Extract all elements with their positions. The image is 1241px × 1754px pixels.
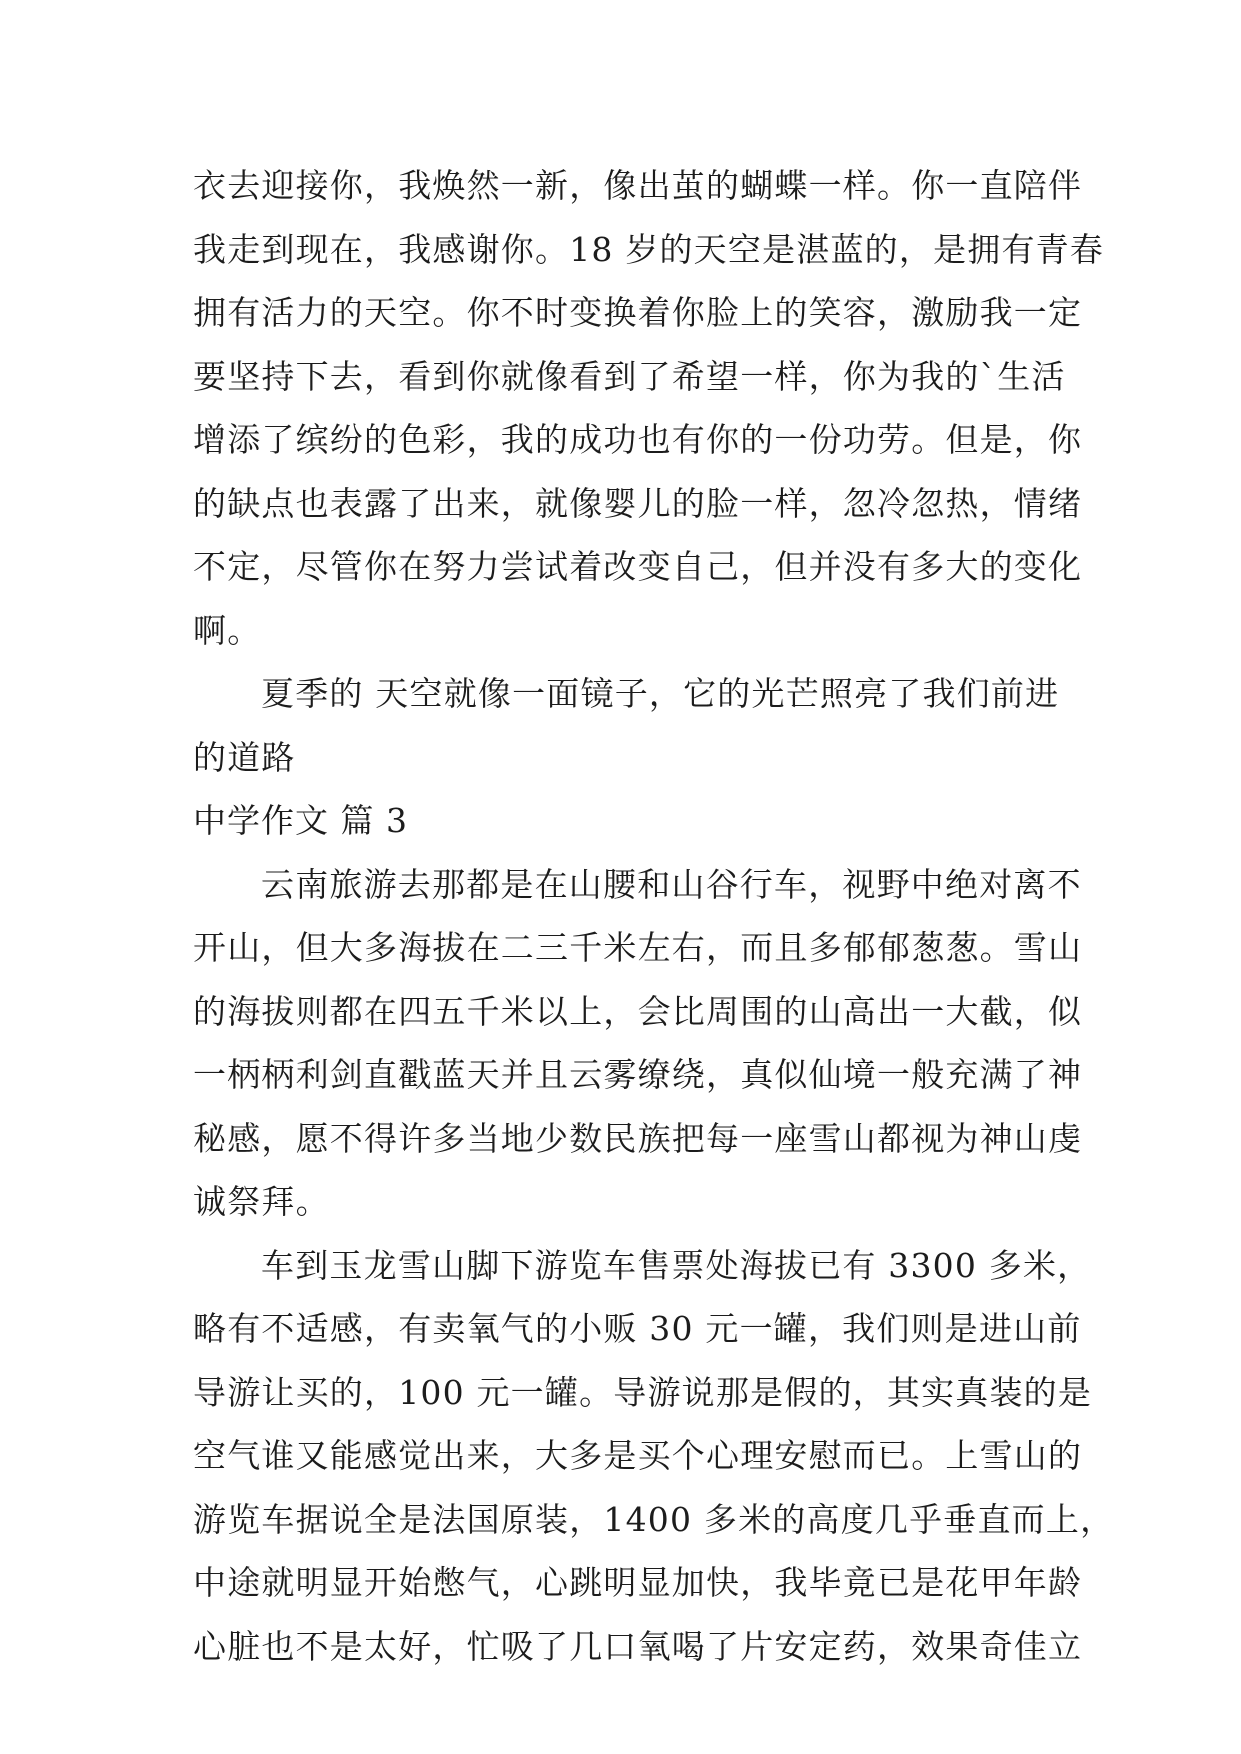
paragraph-jade-dragon-mountain — [193, 1234, 1115, 1679]
text-line: 的道路 — [193, 737, 296, 777]
paragraph-continued — [193, 154, 1105, 662]
text-line: 诚祭拜。 — [193, 1182, 330, 1221]
text-line: 夏季的 天空就像一面镜子，它的光芒照亮了我们前进 — [261, 674, 1060, 713]
text-line: 略有不适感，有卖氧气的小贩 30 元一罐，我们则是进山前 — [193, 1309, 1082, 1348]
text-line: 云南旅游去那都是在山腰和山谷行车，视野中绝对离不 — [261, 864, 1082, 904]
text-line: 车到玉龙雪山脚下游览车售票处海拔已有 3300 多米， — [261, 1245, 1092, 1285]
section-heading: 中学作文 篇 3 — [193, 801, 408, 840]
text-line: 不定，尽管你在努力尝试着改变自己，但并没有多大的变化 — [193, 547, 1083, 586]
text-line: 空气谁又能感觉出来，大多是买个心理安慰而已。上雪山的 — [193, 1436, 1083, 1475]
text-line: 游览车据说全是法国原装，1400 多米的高度几乎垂直而上， — [193, 1499, 1115, 1539]
paragraph-summer-sky — [193, 662, 1073, 789]
text-line: 中途就明显开始憋气，心跳明显加快，我毕竟已是花甲年龄 — [193, 1563, 1083, 1602]
text-line: 的海拔则都在四五千米以上，会比周围的山高出一大截，似 — [193, 991, 1083, 1031]
text-line: 我走到现在，我感谢你。18 岁的天空是湛蓝的，是拥有青春 — [193, 229, 1105, 269]
text-line: 开山，但大多海拔在二三千米左右，而且多郁郁葱葱。雪山 — [193, 928, 1083, 967]
text-line: 心脏也不是太好，忙吸了几口氧喝了片安定药，效果奇佳立 — [193, 1626, 1083, 1666]
text-line: 的缺点也表露了出来，就像婴儿的脸一样，忽冷忽热，情绪 — [193, 483, 1083, 523]
text-line: 啊。 — [193, 610, 262, 650]
text-line: 增添了缤纷的色彩，我的成功也有你的一份功劳。但是，你 — [193, 420, 1083, 459]
text-line: 秘感，愿不得许多当地少数民族把每一座雪山都视为神山虔 — [193, 1118, 1083, 1158]
text-line: 拥有活力的天空。你不时变换着你脸上的笑容，激励我一定 — [193, 293, 1083, 332]
paragraph-yunnan-travel — [193, 853, 1083, 1234]
document-body — [193, 154, 1115, 1678]
text-line: 一柄柄利剑直戳蓝天并且云雾缭绕，真似仙境一般充满了神 — [193, 1055, 1083, 1094]
text-line: 要坚持下去，看到你就像看到了希望一样，你为我的`生活 — [193, 356, 1066, 396]
text-line: 导游让买的，100 元一罐。导游说那是假的，其实真装的是 — [193, 1372, 1093, 1412]
text-line: 衣去迎接你，我焕然一新，像出茧的蝴蝶一样。你一直陪伴 — [193, 166, 1083, 205]
